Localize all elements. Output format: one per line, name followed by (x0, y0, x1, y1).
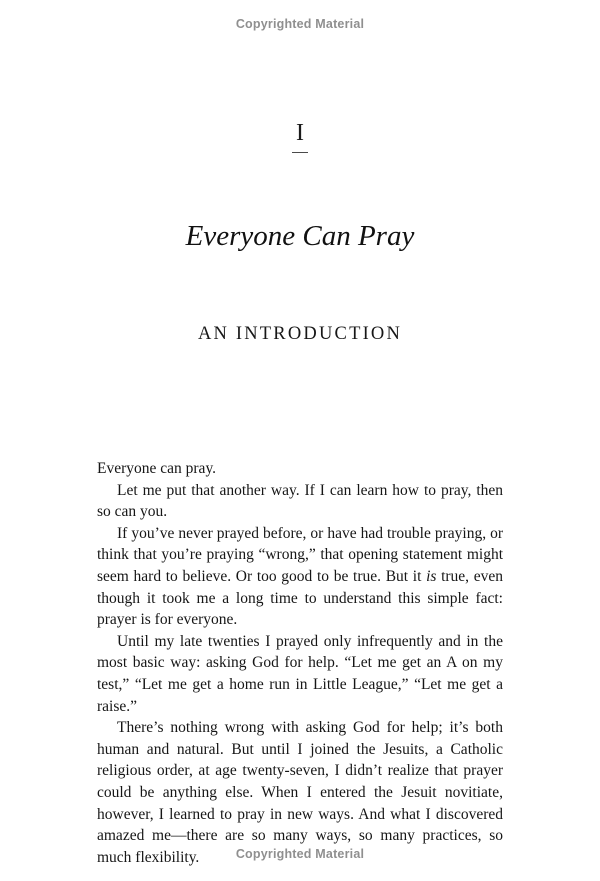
body-text (97, 458, 503, 868)
text-run: Let me put that another way. If I can learn how to pray, then so can you. (97, 481, 503, 521)
paragraph (97, 717, 503, 868)
text-run: If you’ve never prayed before, or have had trouble praying, or think that you’re praying “wrong,” that opening statement might seem hard to believe. Or too good to be true. But it (97, 524, 503, 585)
paragraph (97, 458, 503, 480)
copyright-notice-top: Copyrighted Material (235, 17, 365, 31)
text-run: Until my late twenties I prayed only infrequently and in the most basic way: asking God for help. “Let me get an A on my test,” “Let me get a home run in Little League,” “Let me get a raise.” (97, 632, 503, 715)
text-run: There’s nothing wrong with asking God for help; it’s both human and natural. But until I joined the Jesuits, a Catholic religious order, at age twenty-seven, I didn’t realize that prayer could be anything else. When I entered the Jesuit novitiate, however, I learned to pray in new ways. And what I discovered amazed me—there are so many ways, so many practices, so much flexibility. (97, 719, 503, 866)
paragraph (97, 523, 503, 631)
text-run: true, even though it took me a long time to understand this simple fact: prayer is for everyone. (97, 567, 503, 629)
copyright-notice-bottom: Copyrighted Material (235, 847, 365, 861)
chapter-number-divider (292, 152, 308, 153)
chapter-subtitle: AN INTRODUCTION (197, 324, 403, 344)
chapter-number: I (296, 120, 304, 146)
italic-text-run: is (426, 567, 437, 585)
paragraph (97, 631, 503, 717)
paragraph (97, 480, 503, 523)
text-run: Everyone can pray. (97, 460, 217, 477)
chapter-title: Everyone Can Pray (185, 220, 415, 252)
